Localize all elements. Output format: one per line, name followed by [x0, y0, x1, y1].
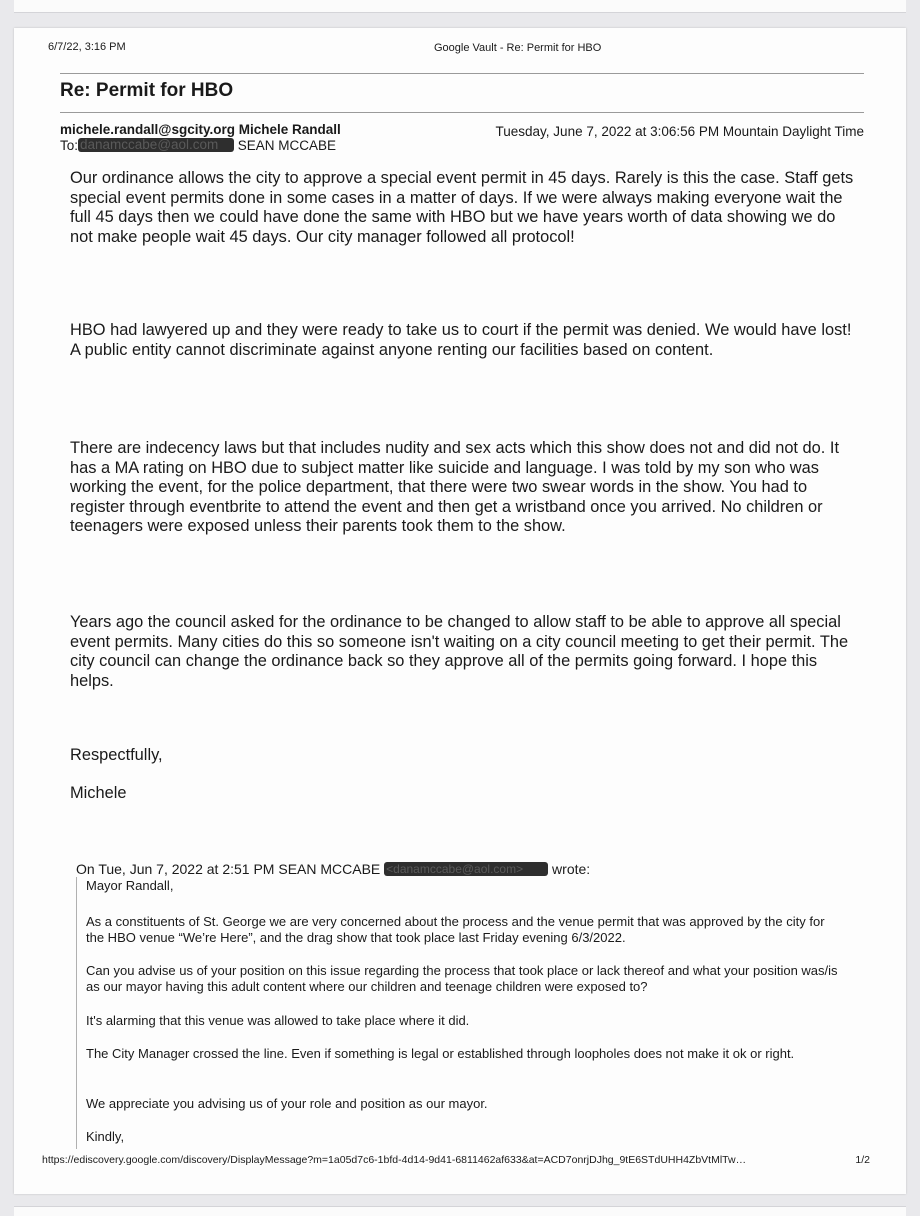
- quoted-greeting: Mayor Randall,: [86, 878, 174, 893]
- previous-page-edge: [14, 0, 906, 13]
- to-name: SEAN MCCABE: [234, 138, 337, 153]
- body-paragraph: HBO had lawyered up and they were ready to take us to court if the permit was denied. We would have lost! A public entity cannot discriminate against anyone renting our facilities based on content.: [70, 321, 852, 359]
- subject-rule: [60, 112, 864, 113]
- email-to: [60, 138, 336, 153]
- document-page: [14, 28, 906, 1194]
- quoted-closing: Kindly,: [86, 1129, 125, 1144]
- to-label: To:: [60, 138, 79, 153]
- body-paragraph: There are indecency laws but that includes nudity and sex acts which this show does not and did not do. It has a MA rating on HBO due to subject matter like suicide and language. I was told by my son who was working the event, for the police department, that there were two swear words in the show. You had to register through eventbrite to attend the event and then get a wristband once you arrived. No children or teenagers were exposed unless their parents took them to the show.: [70, 439, 839, 535]
- email-subject: Re: Permit for HBO: [60, 80, 234, 101]
- email-sent-time: Tuesday, June 7, 2022 at 3:06:56 PM Mountain Daylight Time: [495, 124, 864, 139]
- quoted-message: [76, 877, 855, 1149]
- page-number: 1/2: [855, 1154, 870, 1166]
- footer-url: https://ediscovery.google.com/discovery/DisplayMessage?m=1a05d7c6-1bfd-4d14-9d41-6811462af633&at=ACD7onrjDJhg_9tE6STdUHH4ZbVtMlTw…: [42, 1154, 747, 1166]
- quoted-header-end: wrote:: [548, 861, 591, 877]
- header-rule: [60, 73, 864, 74]
- quoted-paragraph: Can you advise us of your position on this issue regarding the process that took place or lack thereof and what your position was/is as our mayor having this adult content where our children and teenage children were exposed to?: [86, 963, 838, 994]
- body-paragraph: Our ordinance allows the city to approve a special event permit in 45 days. Rarely is this the case. Staff gets special event permits done in some cases in a matter of days. If we were always making everyone wait the full 45 days then we could have done the same with HBO but we have years worth of data showing we do not make people wait 45 days. Our city manager followed all protocol!: [70, 169, 854, 246]
- print-title: Google Vault - Re: Permit for HBO: [434, 42, 602, 54]
- signature: Michele: [70, 784, 127, 802]
- redacted-email: <danamccabe@aol.com>: [384, 862, 548, 876]
- quoted-paragraph: As a constituents of St. George we are very concerned about the process and the venue permit that was approved by the city for the HBO venue “We’re Here”, and the drag show that took place last Friday evening 6/3/2022.: [86, 914, 825, 945]
- quoted-paragraph: We appreciate you advising us of your role and position as our mayor.: [86, 1096, 488, 1111]
- quoted-paragraph: It's alarming that this venue was allowed to take place where it did.: [86, 1013, 470, 1028]
- body-paragraph: Years ago the council asked for the ordinance to be changed to allow staff to be able to approve all special event permits. Many cities do this so someone isn't waiting on a city council meeting to get their permit. The city council can change the ordinance back so they approve all of the permits going forward. I hope this helps.: [70, 613, 849, 690]
- print-datetime: 6/7/22, 3:16 PM: [48, 41, 126, 53]
- closing: Respectfully,: [70, 746, 163, 764]
- redacted-email: danamccabe@aol.com: [78, 138, 234, 152]
- quoted-header-start: On Tue, Jun 7, 2022 at 2:51 PM SEAN MCCABE: [76, 861, 385, 877]
- quoted-header: [76, 861, 590, 877]
- quoted-paragraph: The City Manager crossed the line. Even if something is legal or established through loopholes does not make it ok or right.: [86, 1046, 795, 1061]
- email-from: michele.randall@sgcity.org Michele Randall: [60, 122, 341, 137]
